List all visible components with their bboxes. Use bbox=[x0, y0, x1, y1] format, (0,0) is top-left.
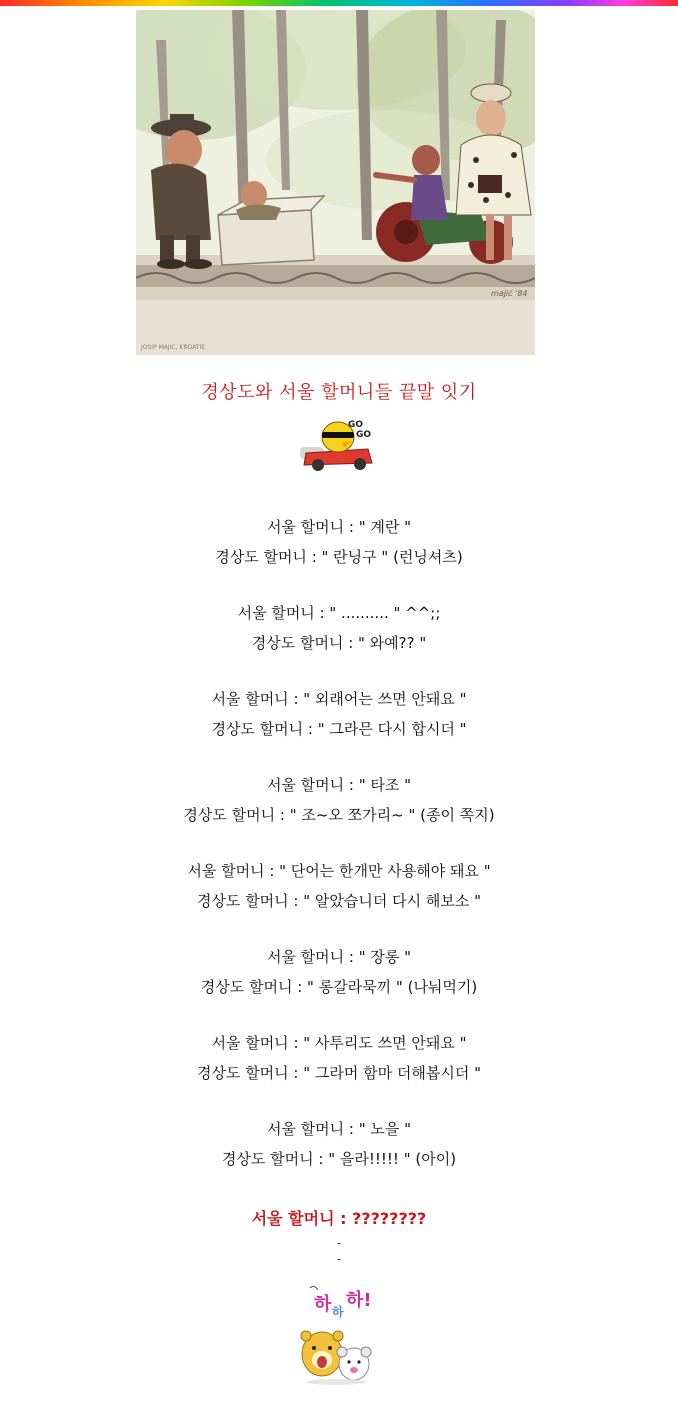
laughing-bear-sticker bbox=[296, 1282, 382, 1386]
gyeongsang-line: 경상도 할머니 : " 그라믄 다시 합시더 " bbox=[211, 720, 467, 738]
laughing-bear-icon bbox=[296, 1282, 382, 1386]
cartoon-illustration bbox=[136, 10, 535, 355]
seoul-line: 서울 할머니 : " 외래어는 쓰면 안돼요 " bbox=[211, 690, 467, 708]
rainbow-bar bbox=[0, 0, 678, 6]
seoul-line: 서울 할머니 : " .......... " ^^;; bbox=[237, 604, 441, 622]
seoul-line: 서울 할머니 : " 단어는 한개만 사용해야 돼요 " bbox=[187, 862, 491, 880]
ha-text-3: 하! bbox=[346, 1290, 372, 1311]
gyeongsang-line: 경상도 할머니 : " 조~오 쪼가리~ " (종이 쪽지) bbox=[183, 806, 495, 824]
seoul-line: 서울 할머니 : " 장롱 " bbox=[266, 948, 412, 966]
cartoon-scene bbox=[136, 10, 535, 355]
page-title: 경상도와 서울 할머니들 끝말 잇기 bbox=[201, 382, 477, 403]
seoul-line: 서울 할머니 : " 사투리도 쓰면 안돼요 " bbox=[211, 1034, 467, 1052]
chick-car-icon bbox=[298, 417, 376, 473]
punchline: 서울 할머니 : ???????? bbox=[251, 1209, 427, 1228]
go-go-text: GO bbox=[348, 420, 364, 430]
ha-text-2: 하 bbox=[332, 1305, 344, 1319]
seoul-line: 서울 할머니 : " 계란 " bbox=[266, 518, 412, 536]
gyeongsang-line: 경상도 할머니 : " 롱갈라묵끼 " (나눠먹기) bbox=[200, 978, 478, 996]
seoul-line: 서울 할머니 : " 노을 " bbox=[266, 1120, 412, 1138]
gyeongsang-line: 경상도 할머니 : " 와예?? " bbox=[251, 634, 427, 652]
seoul-line: 서울 할머니 : " 타조 " bbox=[266, 776, 412, 794]
gyeongsang-line: 경상도 할머니 : " 알았습니더 다시 해보소 " bbox=[196, 892, 482, 910]
artist-signature-icon: majić '84 bbox=[491, 289, 528, 298]
gyeongsang-line: 경상도 할머니 : " 그라머 함마 더해봅시더 " bbox=[196, 1064, 482, 1082]
ha-text-1: 하 bbox=[314, 1294, 332, 1315]
gyeongsang-line: 경상도 할머니 : " 을라!!!!! " (아이) bbox=[221, 1150, 457, 1168]
svg-text:GO: GO bbox=[356, 430, 372, 440]
divider-dash: - bbox=[336, 1252, 342, 1266]
illustration-caption: JOSIP MAJIC, KROATIE bbox=[141, 344, 206, 351]
dialogue bbox=[0, 512, 678, 1174]
gyeongsang-line: 경상도 할머니 : " 란닝구 " (런닝셔츠) bbox=[215, 548, 463, 566]
divider-dash: - bbox=[336, 1236, 342, 1250]
chick-car-sticker bbox=[298, 417, 376, 473]
